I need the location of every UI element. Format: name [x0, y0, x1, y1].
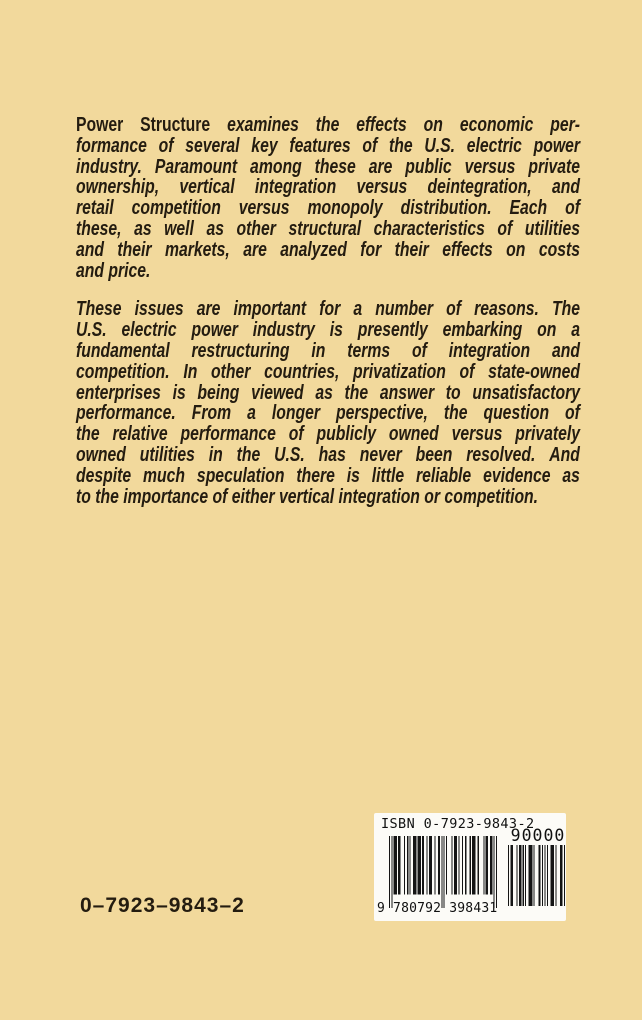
text-line: competition. In other countries, privatization of state-owned: [76, 360, 580, 383]
barcode-panel: [374, 813, 566, 921]
text-line: performance. From a longer perspective, the question of: [76, 402, 580, 425]
paragraph-1: [76, 115, 580, 281]
ean13-digits: 9 780792 398431: [377, 901, 498, 916]
text-line: owned utilities in the U.S. has never been resolved. And: [76, 443, 580, 466]
text-line: fundamental restructuring in terms of integration and: [76, 339, 580, 362]
isbn-number-text: 0–7923–9843–2: [80, 894, 245, 917]
text-line: and their markets, are analyzed for their effects on costs: [76, 238, 580, 261]
blurb-text: [76, 115, 642, 507]
text-line: the relative performance of publicly owned versus privately: [76, 423, 580, 446]
text-line: retail competition versus monopoly distribution. Each of: [76, 197, 580, 220]
text-line: enterprises is being viewed as the answer to unsatisfactory: [76, 381, 580, 404]
text-line: industry. Paramount among these are public versus private: [76, 155, 580, 178]
paragraph-2: [76, 299, 580, 507]
barcode-isbn-label: ISBN 0-7923-9843-2: [381, 816, 535, 832]
ean13-barcode: [389, 836, 497, 908]
text-line: despite much speculation there is little reliable evidence as: [76, 464, 580, 487]
ean5-supplement-barcode: [508, 845, 565, 906]
supplement-number: 90000: [510, 826, 566, 845]
text-line: to the importance of either vertical integration or competition.: [76, 485, 539, 508]
text-line: U.S. electric power industry is presently embarking on a: [76, 319, 580, 342]
text-line: ownership, vertical integration versus deintegration, and: [76, 176, 580, 199]
text-line: These issues are important for a number of reasons. The: [76, 298, 580, 321]
text-line: and price.: [76, 259, 151, 282]
text-line: formance of several key features of the U.S. electric power: [76, 134, 580, 157]
text-line: these, as well as other structural characteristics of utilities: [76, 217, 580, 240]
text-line: Power Structure examines the effects on economic per-: [76, 114, 580, 136]
